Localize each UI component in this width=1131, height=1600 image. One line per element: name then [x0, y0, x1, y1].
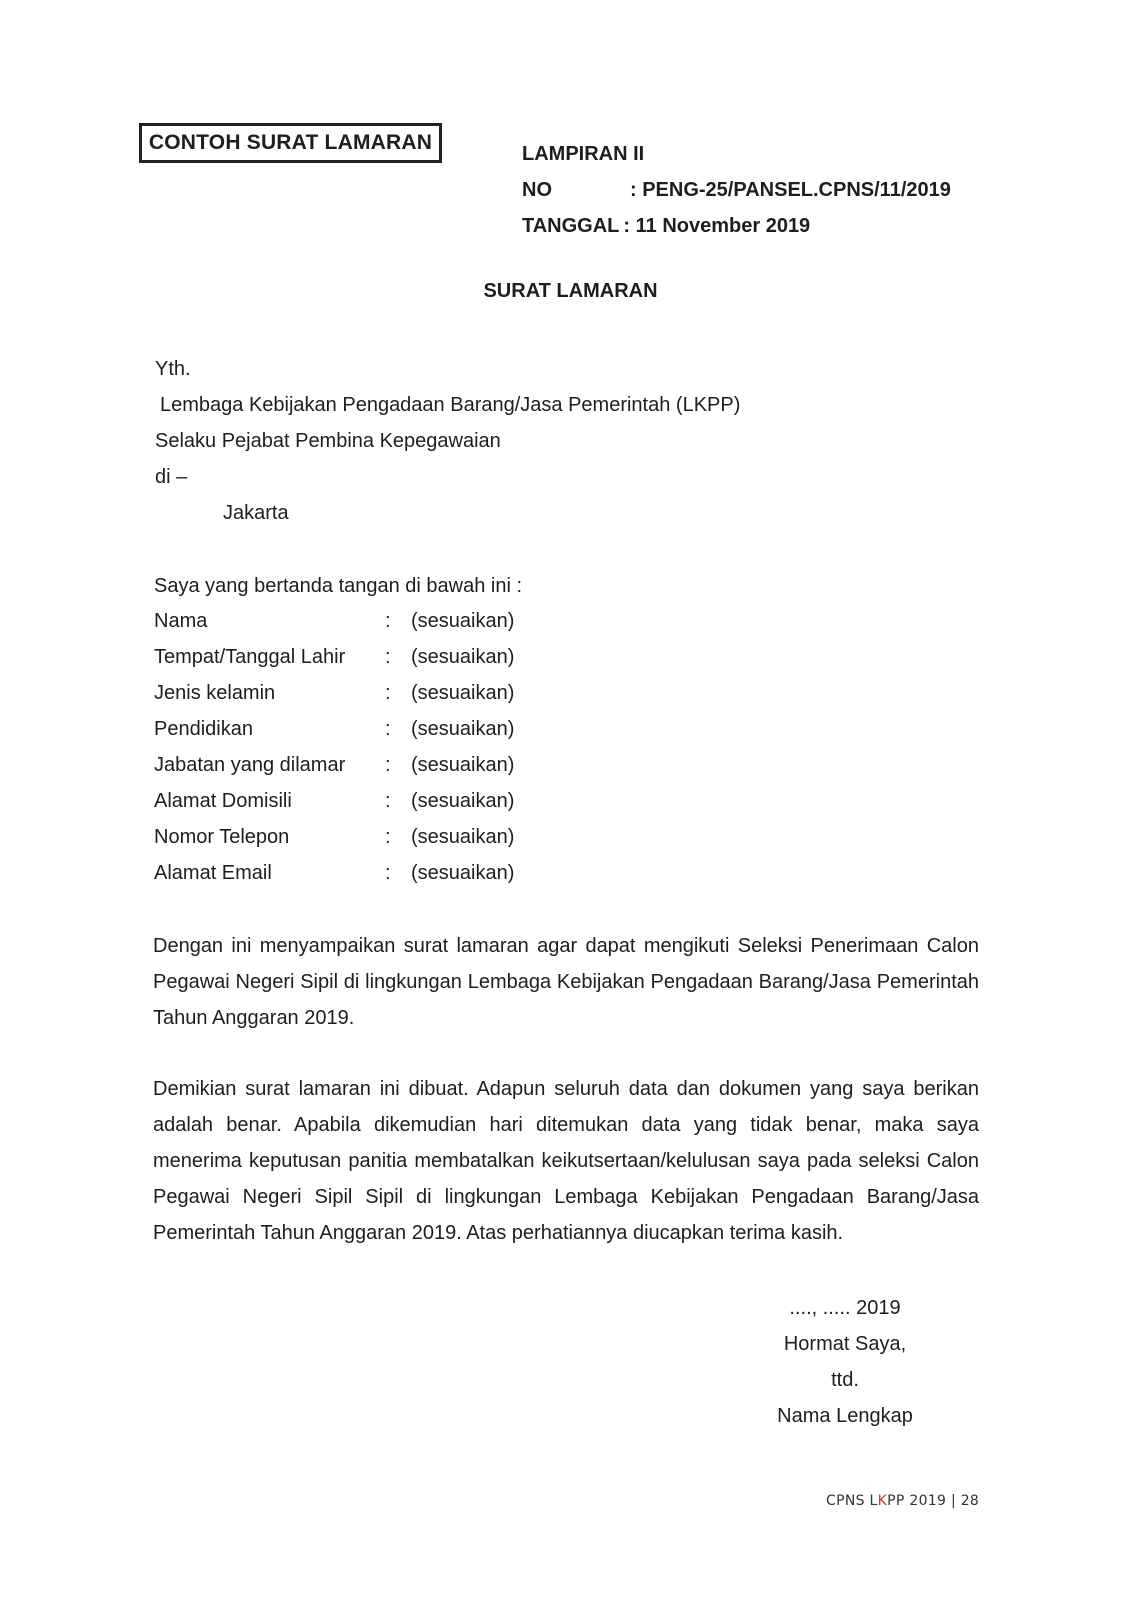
field-colon: : [385, 718, 391, 740]
field-label: Pendidikan [154, 718, 253, 740]
signature-name: Nama Lengkap [777, 1405, 913, 1427]
field-row [154, 675, 514, 711]
document-title: SURAT LAMARAN [483, 280, 658, 302]
field-colon: : [385, 862, 391, 884]
field-value: (sesuaikan) [411, 754, 515, 776]
field-label: Jabatan yang dilamar [154, 754, 346, 776]
field-row [154, 855, 514, 891]
lampiran-title: LAMPIRAN II [522, 143, 645, 165]
no-value: : PENG-25/PANSEL.CPNS/11/2019 [630, 179, 951, 201]
lampiran-tanggal-row [522, 208, 951, 244]
field-colon: : [385, 610, 391, 632]
field-label: Alamat Email [154, 862, 272, 884]
applicant-fields [154, 603, 514, 891]
field-value: (sesuaikan) [411, 718, 515, 740]
contoh-label-box [139, 123, 442, 163]
signature-block [755, 1290, 935, 1434]
field-row [154, 783, 514, 819]
address-line-3: di – [155, 466, 188, 488]
no-label: NO [522, 179, 552, 201]
field-value: (sesuaikan) [411, 610, 515, 632]
footer-accent-letter: K [877, 1493, 888, 1509]
field-colon: : [385, 754, 391, 776]
tanggal-label: TANGGAL [522, 215, 620, 237]
field-value: (sesuaikan) [411, 646, 515, 668]
field-label: Nomor Telepon [154, 826, 290, 848]
contoh-label: CONTOH SURAT LAMARAN [148, 131, 433, 154]
lampiran-no-row [522, 172, 951, 208]
field-label: Alamat Domisili [154, 790, 292, 812]
field-value: (sesuaikan) [411, 826, 515, 848]
field-value: (sesuaikan) [411, 682, 515, 704]
document-title-wrap [0, 280, 1131, 303]
footer-prefix: CPNS L [826, 1493, 878, 1509]
address-line-2: Selaku Pejabat Pembina Kepegawaian [155, 430, 501, 452]
lampiran-title-row [522, 136, 951, 172]
field-value: (sesuaikan) [411, 862, 515, 884]
field-row [154, 711, 514, 747]
field-label: Tempat/Tanggal Lahir [154, 646, 346, 668]
field-row [154, 639, 514, 675]
field-row [154, 603, 514, 639]
paragraph-intent: Dengan ini menyampaikan surat lamaran agar dapat mengikuti Seleksi Penerimaan Calon Pegawai Negeri Sipil di lingkungan Lembaga Kebijakan Pengadaan Barang/Jasa Pemerintah Tahun Anggaran 2019. [153, 935, 979, 1029]
signature-ttd: ttd. [831, 1369, 859, 1391]
signature-date: ...., ..... 2019 [789, 1297, 901, 1319]
field-row [154, 747, 514, 783]
address-line-1: Lembaga Kebijakan Pengadaan Barang/Jasa Pemerintah (LKPP) [160, 394, 741, 416]
footer-suffix: PP 2019 | 28 [887, 1493, 980, 1509]
field-value: (sesuaikan) [411, 790, 515, 812]
field-colon: : [385, 682, 391, 704]
address-block [155, 351, 740, 531]
page-footer [826, 1493, 979, 1509]
lampiran-block [522, 136, 951, 244]
field-row [154, 819, 514, 855]
field-colon: : [385, 646, 391, 668]
tanggal-value: : 11 November 2019 [623, 215, 811, 237]
field-colon: : [385, 826, 391, 848]
address-city: Jakarta [223, 502, 289, 524]
field-label: Jenis kelamin [154, 682, 276, 704]
field-label: Nama [154, 610, 208, 632]
signature-closing: Hormat Saya, [783, 1333, 907, 1355]
address-yth: Yth. [155, 358, 191, 380]
paragraph-closing: Demikian surat lamaran ini dibuat. Adapun seluruh data dan dokumen yang saya berikan adalah benar. Apabila dikemudian hari ditemukan data yang tidak benar, maka saya menerima keputusan panitia membatalkan keikutsertaan/kelulusan saya pada seleksi Calon Pegawai Negeri Sipil Sipil di lingkungan Lembaga Kebijakan Pengadaan Barang/Jasa Pemerintah Tahun Anggaran 2019. Atas perhatiannya diucapkan terima kasih. [153, 1078, 979, 1244]
intro-line: Saya yang bertanda tangan di bawah ini : [154, 575, 523, 597]
field-colon: : [385, 790, 391, 812]
